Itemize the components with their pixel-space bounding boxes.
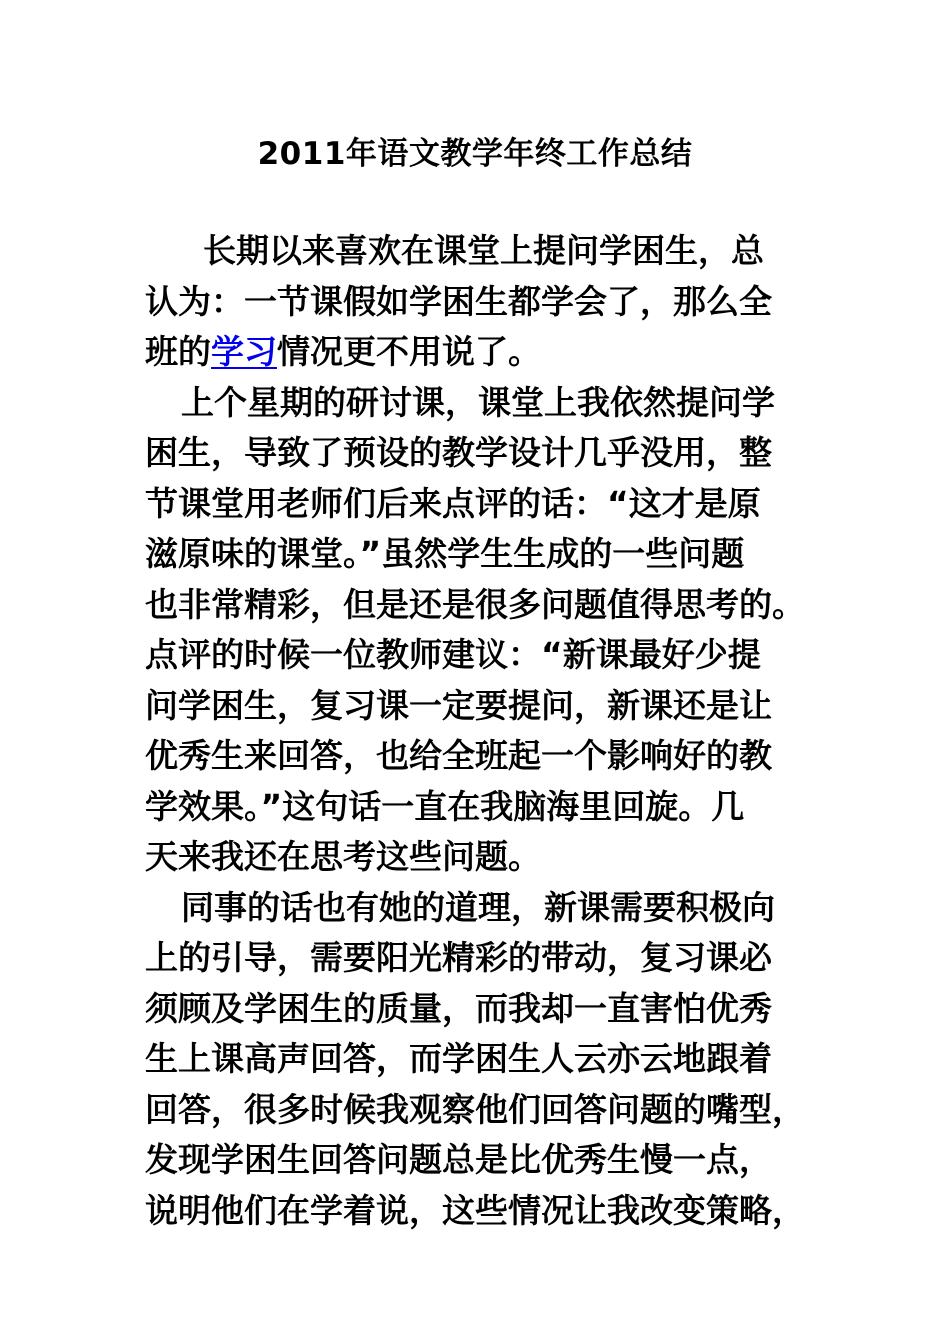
text-fragment: 情况更不用说了。	[277, 332, 541, 371]
text-line: 发现学困生回答问题总是比优秀生慢一点，	[145, 1140, 772, 1179]
text-line: 同事的话也有她的道理，新课需要积极向	[181, 887, 775, 927]
text-fragment: 班的	[145, 332, 211, 371]
text-line: 学效果。”这句话一直在我脑海里回旋。几	[145, 786, 745, 826]
paragraph-3	[145, 883, 845, 1237]
paragraph-2	[145, 378, 845, 883]
text-line: 生上课高声回答，而学困生人云亦云地跟着	[145, 1039, 772, 1078]
text-line: 认为：一节课假如学困生都学会了，那么全	[145, 281, 772, 321]
text-line: 回答，很多时候我观察他们回答问题的嘴型，	[145, 1089, 805, 1129]
document-title: 2011年语文教学年终工作总结	[257, 136, 693, 172]
study-link[interactable]: 学习	[211, 332, 277, 371]
text-line: 滋原味的课堂。”虽然学生生成的一些问题	[145, 534, 745, 573]
text-line: 节课堂用老师们后来点评的话：“这才是原	[145, 483, 761, 523]
text-line: 点评的时候一位教师建议：“新课最好少提	[145, 635, 761, 674]
text-line: 问学困生，复习课一定要提问，新课还是让	[145, 685, 772, 725]
text-line: 也非常精彩，但是还是很多问题值得思考的。	[145, 584, 805, 624]
document-body	[145, 226, 845, 1236]
paragraph-1	[145, 226, 845, 378]
text-line: 困生，导致了预设的教学设计几乎没用，整	[145, 433, 772, 472]
text-line: 优秀生来回答，也给全班起一个影响好的教	[145, 736, 772, 775]
text-line: 说明他们在学着说，这些情况让我改变策略，	[145, 1190, 805, 1230]
text-line: 天来我还在思考这些问题。	[145, 837, 541, 876]
text-line: 长期以来喜欢在课堂上提问学困生，总	[203, 231, 764, 270]
text-line: 上的引导，需要阳光精彩的带动，复习课必	[145, 938, 772, 977]
text-line-with-link	[145, 327, 845, 378]
text-line: 须顾及学困生的质量，而我却一直害怕优秀	[145, 988, 772, 1028]
text-line: 上个星期的研讨课，课堂上我依然提问学	[181, 382, 775, 422]
